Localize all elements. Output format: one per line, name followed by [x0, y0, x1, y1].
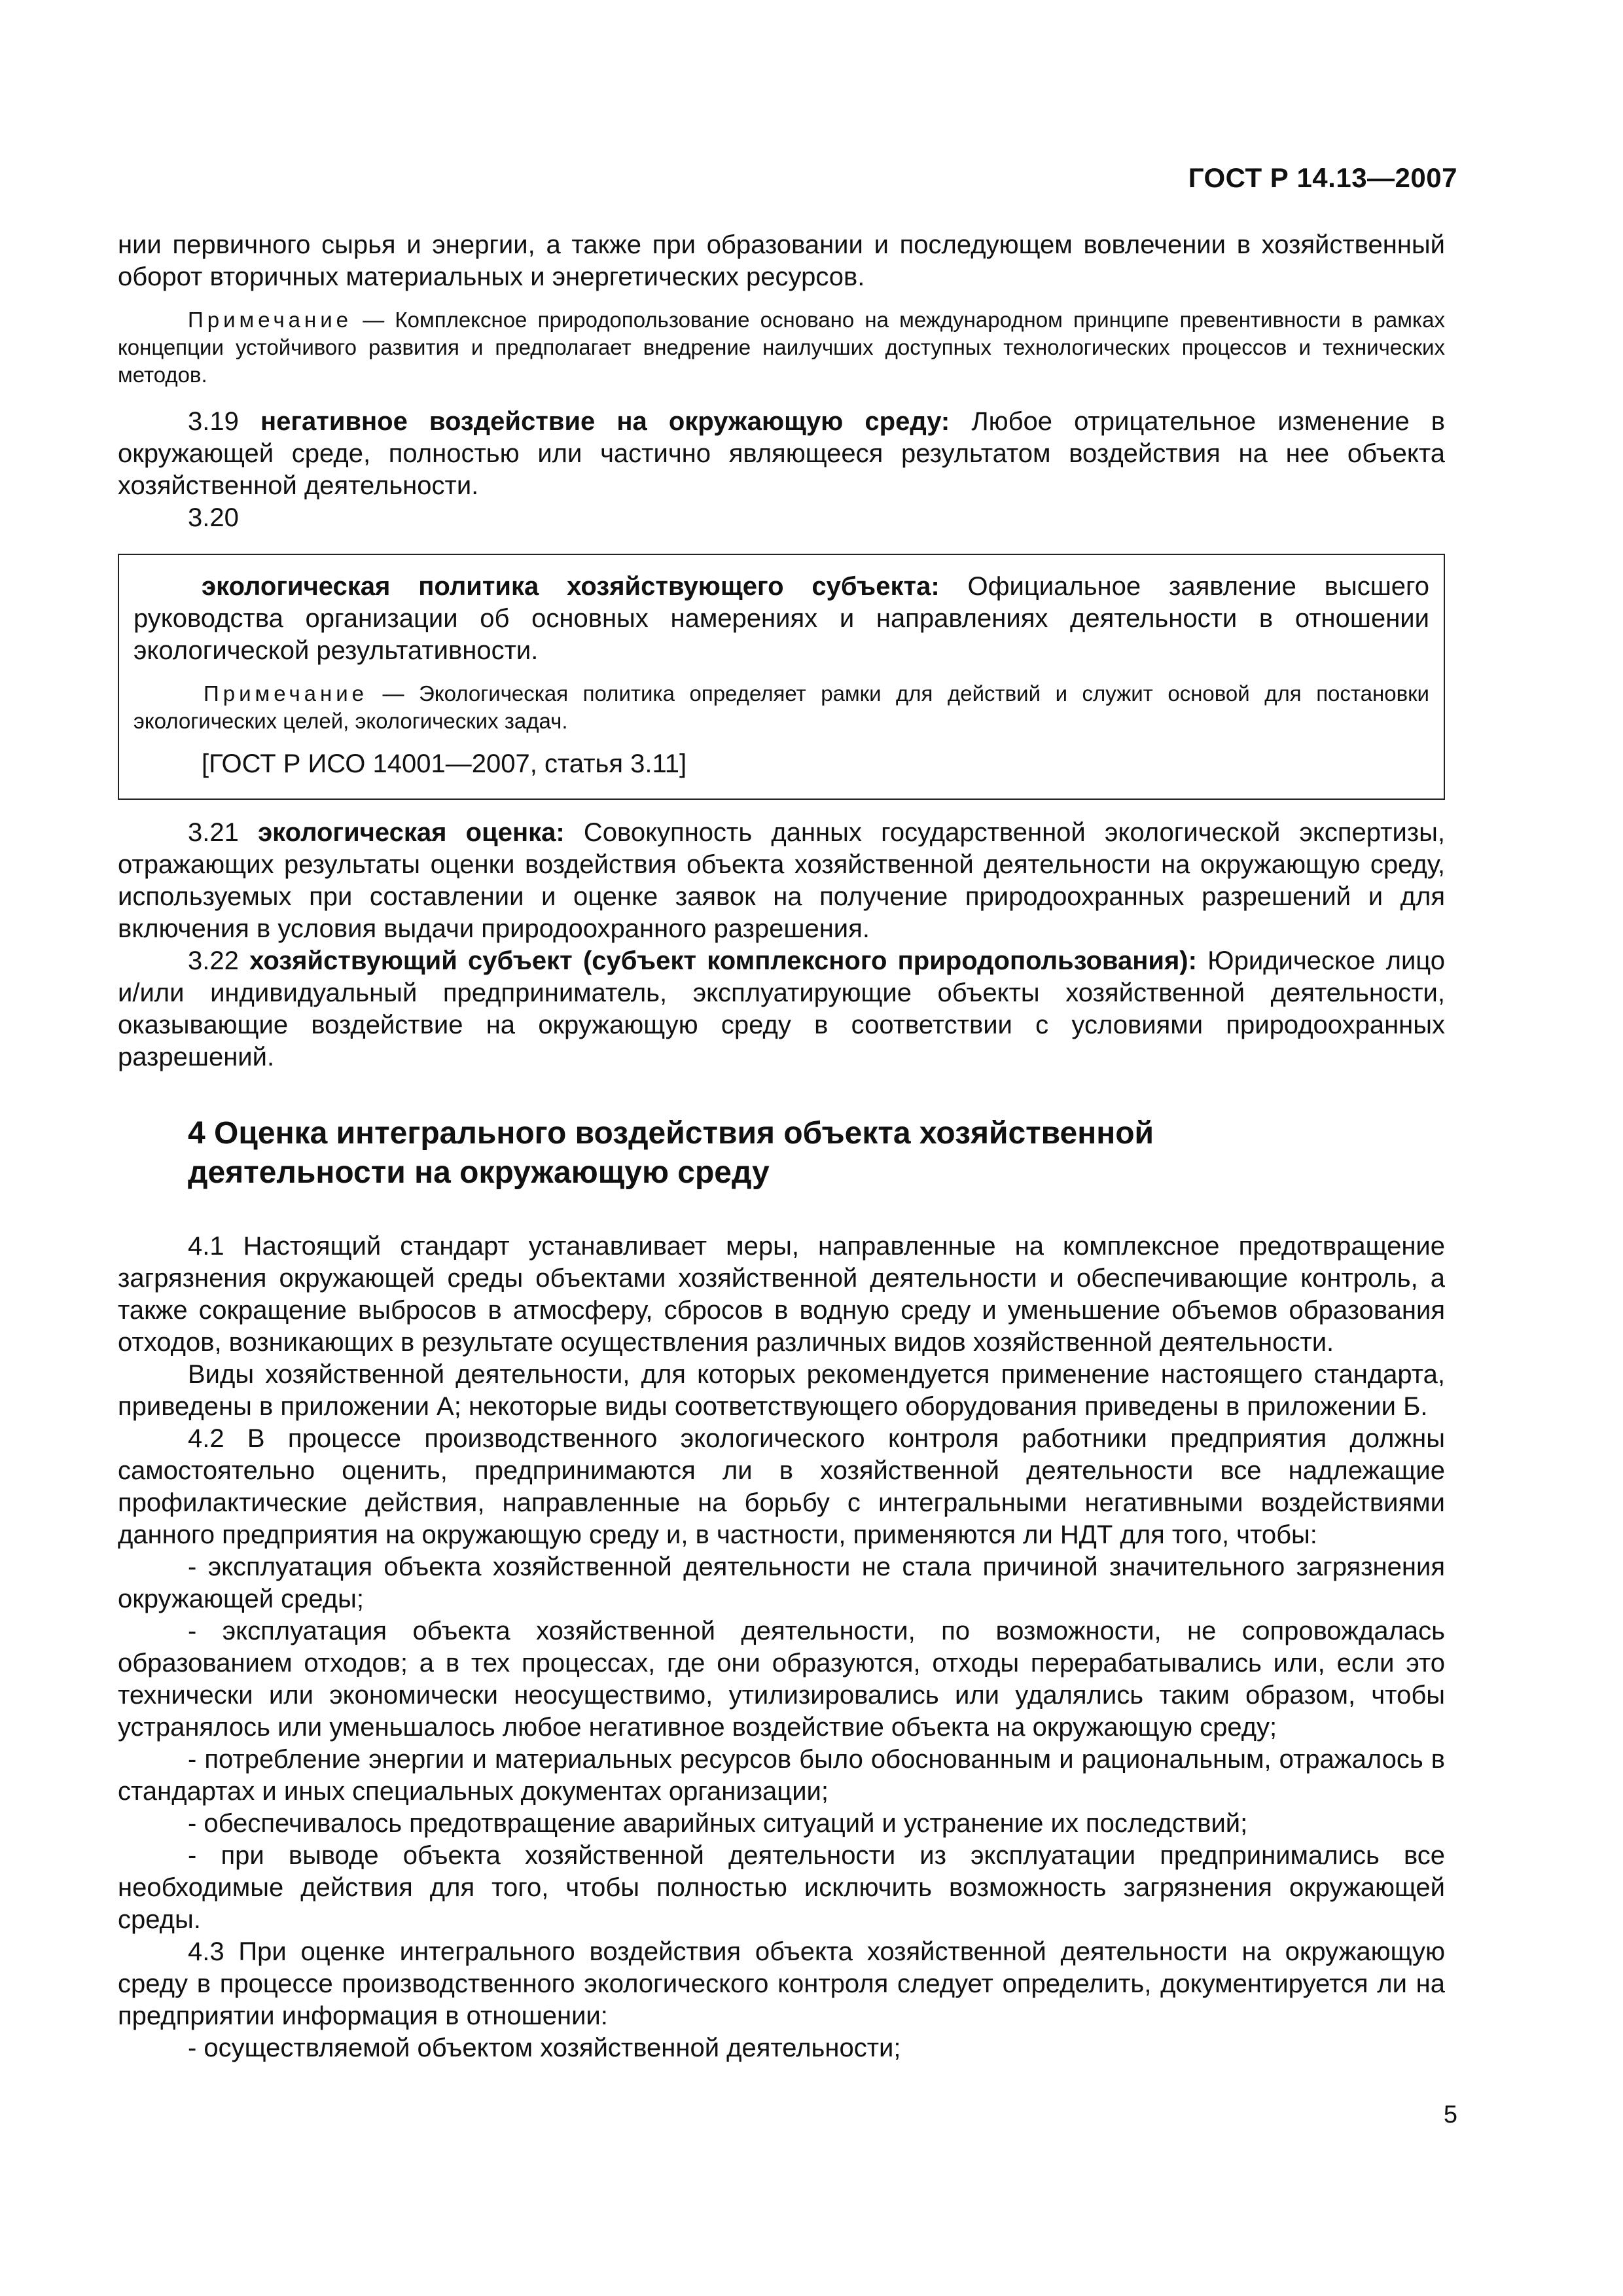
term-title: хозяйствующий субъект (субъект комплексного природопользования):	[249, 946, 1197, 975]
note-label: Примечание	[188, 308, 353, 332]
standard-code-header: ГОСТ Р 14.13—2007	[1188, 162, 1457, 193]
term-3-21	[118, 817, 1445, 945]
note-text: — Экологическая политика определяет рамки для действий и служит основой для постановки экологических целей, экологических задач.	[134, 681, 1429, 733]
term-3-20-box	[118, 554, 1445, 800]
list-item: - эксплуатация объекта хозяйственной деятельности, по возможности, не сопровождалась образованием отходов; а в тех процессах, где они образуются, отходы перерабатывались или, если это технически или экономически неосуществимо, утилизировались или удалялись таким образом, чтобы устранялось или уменьшалось любое негативное воздействие объекта на окружающую среду;	[118, 1617, 1445, 1742]
page-content	[118, 229, 1445, 2064]
term-definition: Любое отрицательное изменение в окружающей среде, полностью или частично являющееся результатом воздействия на нее объекта хозяйственной деятельности.	[118, 407, 1446, 500]
list-item: - потребление энергии и материальных ресурсов было обоснованным и рациональным, отражалось в стандартах и иных специальных документах организации;	[118, 1745, 1445, 1806]
boxed-note	[134, 680, 1429, 735]
page-number: 5	[1443, 2101, 1457, 2128]
list-item: - обеспечивалось предотвращение аварийных ситуаций и устранение их последствий;	[188, 1809, 1248, 1838]
term-definition: Официальное заявление высшего руководства организации об основных намерениях и направлениях деятельности в отношении экологической результативности.	[134, 572, 1429, 665]
clause-4-3: 4.3 При оценке интегрального воздействия объекта хозяйственной деятельности на окружающую среду в процессе производственного экологического контроля следует определить, документируется ли на предприятии информация в отношении:	[118, 1937, 1445, 2030]
term-number: 3.21	[188, 818, 259, 847]
term-definition: Совокупность данных государственной экологической экспертизы, отражающих результаты оценки воздействия объекта хозяйственной деятельности на окружающую среду, используемых при составлении и оценке заявок на получение природоохранных разрешений и для включения в условия выдачи природоохранного разрешения.	[118, 818, 1446, 943]
term-3-19	[118, 406, 1445, 502]
note-paragraph	[118, 306, 1445, 389]
note-label: Примечание	[204, 681, 368, 706]
note-text: — Комплексное природопользование основано на международном принципе превентивности в рамках концепции устойчивого развития и предполагает внедрение наилучших доступных технологических процессов и технических методов.	[118, 308, 1445, 387]
boxed-source-reference: [ГОСТ Р ИСО 14001—2007, статья 3.11]	[202, 749, 687, 778]
clause-4-2: 4.2 В процессе производственного экологического контроля работники предприятия должны самостоятельно оценить, предпринимаются ли в хозяйственной деятельности все надлежащие профилактические действия, направленные на борьбу с интегральными негативными воздействиями данного предприятия на окружающую среду и, в частности, применяются ли НДТ для того, чтобы:	[118, 1424, 1445, 1549]
term-definition: Юридическое лицо и/или индивидуальный предприниматель, эксплуатирующие объекты хозяйственной деятельности, оказывающие воздействие на окружающую среду в соответствии с условиями природоохранных разрешений.	[118, 946, 1446, 1071]
term-3-22	[118, 945, 1445, 1073]
term-title: негативное воздействие на окружающую среду:	[260, 407, 950, 436]
paragraph-continuation: нии первичного сырья и энергии, а также при образовании и последующем вовлечении в хозяйственный оборот вторичных материальных и энергетических ресурсов.	[118, 230, 1445, 291]
list-item: - эксплуатация объекта хозяйственной деятельности не стала причиной значительного загрязнения окружающей среды;	[118, 1552, 1445, 1613]
section-title-line: 4 Оценка интегрального воздействия объекта хозяйственной	[188, 1116, 1154, 1151]
section-title-line: деятельности на окружающую среду	[188, 1155, 770, 1190]
boxed-term	[134, 571, 1429, 667]
clause-4-1-continuation: Виды хозяйственной деятельности, для которых рекомендуется применение настоящего стандарта, приведены в приложении А; некоторые виды соответствующего оборудования приведены в приложении Б.	[118, 1360, 1445, 1421]
section-4-heading	[118, 1114, 1445, 1193]
term-number: 3.22	[188, 946, 250, 975]
term-3-20-number: 3.20	[188, 503, 239, 532]
list-item: - при выводе объекта хозяйственной деятельности из эксплуатации предпринимались все необходимые действия для того, чтобы полностью исключить возможность загрязнения окружающей среды.	[118, 1841, 1445, 1934]
term-title: экологическая оценка:	[258, 818, 565, 847]
list-item: - осуществляемой объектом хозяйственной деятельности;	[188, 2034, 901, 2062]
term-number: 3.19	[188, 407, 260, 436]
clause-4-1: 4.1 Настоящий стандарт устанавливает меры, направленные на комплексное предотвращение загрязнения окружающей среды объектами хозяйственной деятельности и обеспечивающие контроль, а также сокращение выбросов в атмосферу, сбросов в водную среду и уменьшение объемов образования отходов, возникающих в результате осуществления различных видов хозяйственной деятельности.	[118, 1232, 1445, 1357]
term-title: экологическая политика хозяйствующего субъекта:	[202, 572, 940, 601]
